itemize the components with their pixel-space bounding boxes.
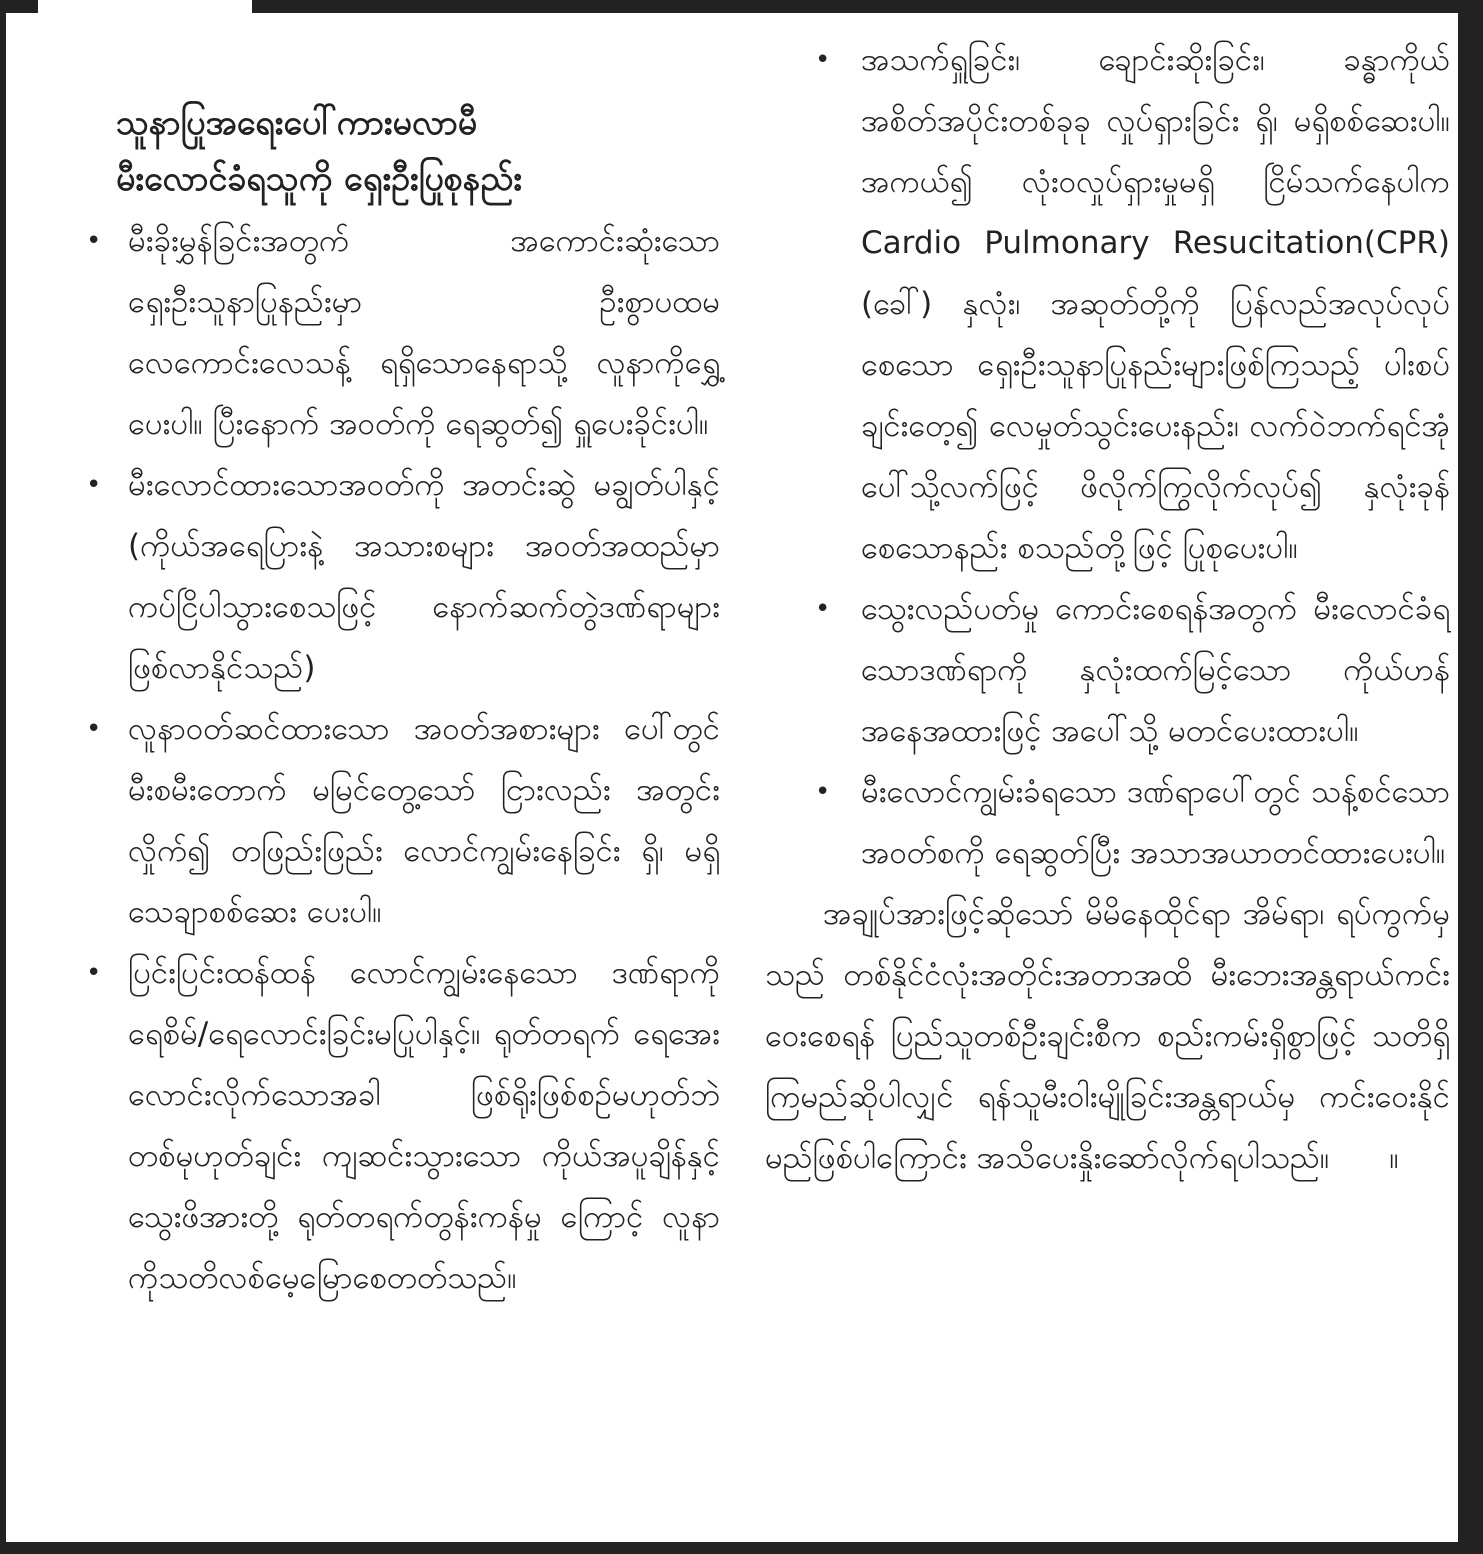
list-item-text: သွေးလည်ပတ်မှု ကောင်းစေရန်အတွက် မီးလောင်ခံရသောဒဏ်ရာကို နှလုံးထက်မြင့်သော ကိုယ်ဟန်အနေအထားဖြင့် အပေါ်သို့ မတင်ပေးထားပါ။	[861, 591, 1450, 749]
frame-bottom-rule	[0, 1542, 1483, 1554]
list-item	[765, 762, 1450, 884]
list-item	[80, 211, 720, 455]
frame-left-rule	[0, 0, 6, 1554]
bullet-icon: •	[86, 958, 102, 988]
summary-paragraph	[765, 884, 1450, 1189]
bullet-icon: •	[815, 594, 831, 624]
frame-top-bar-right	[252, 0, 1483, 13]
list-item-text: မီးလောင်ထားသောအဝတ်ကို အတင်းဆွဲ မချွတ်ပါနှင့် (ကိုယ်အရေပြားနဲ့ အသားစများ အဝတ်အထည်မှာ ကပ်ငြိပါသွားစေသဖြင့် နောက်ဆက်တွဲဒဏ်ရာများဖြစ်လာနိုင်သည်)	[128, 467, 720, 686]
bullet-icon: •	[815, 777, 831, 807]
right-bullet-list	[765, 30, 1450, 884]
bullet-icon: •	[86, 714, 102, 744]
bullet-icon: •	[86, 226, 102, 256]
heading-line-1: သူနာပြုအရေးပေါ်ကားမလာမီ	[116, 103, 478, 143]
bullet-icon: •	[86, 470, 102, 500]
list-item	[80, 455, 720, 699]
list-item-text: လူနာဝတ်ဆင်ထားသော အဝတ်အစားများ ပေါ်တွင် မီးစမီးတောက် မမြင်တွေ့သော် ငြားလည်း အတွင်းလှိုက်၍ တဖြည်းဖြည်း လောင်ကျွမ်းနေခြင်း ရှိ၊ မရှိ သေချာစစ်ဆေး ပေးပါ။	[128, 711, 720, 930]
right-column	[765, 30, 1450, 1189]
list-item-text: ပြင်းပြင်းထန်ထန် လောင်ကျွမ်းနေသော ဒဏ်ရာကို ရေစိမ်/ရေလောင်းခြင်းမပြုပါနှင့်။ ရုတ်တရက် ရေအေးလောင်းလိုက်သောအခါ ဖြစ်ရိုးဖြစ်စဉ်မဟုတ်ဘဲ တစ်မုဟုတ်ချင်း ကျဆင်းသွားသော ကိုယ်အပူချိန်နှင့် သွေးဖိအားတို့ ရုတ်တရက်တွန်းကန်မှု ကြောင့် လူနာကိုသတိလစ်မေ့မြောစေတတ်သည်။	[128, 955, 720, 1296]
list-item	[80, 699, 720, 943]
list-item-text: မီးခိုးမွှန်ခြင်းအတွက် အကောင်းဆုံးသော ရှေးဦးသူနာပြုနည်းမှာ ဦးစွာပထမ လေကောင်းလေသန့် ရရှိသောနေရာသို့ လူနာကိုရွှေ့ပေးပါ။ ပြီးနောက် အဝတ်ကို ရေဆွတ်၍ ရှူပေးခိုင်းပါ။	[128, 223, 720, 442]
list-item	[80, 943, 720, 1309]
list-item-text: အသက်ရှူခြင်း၊ ချောင်းဆိုးခြင်း၊ ခန္ဓာကိုယ်အစိတ်အပိုင်းတစ်ခုခု လှုပ်ရှားခြင်း ရှိ၊ မရှိစစ်ဆေးပါ။ အကယ်၍ လုံးဝလှုပ်ရှားမှုမရှိ ငြိမ်သက်နေပါက Cardio Pulmonary Resucitation(CPR) (ခေါ်) နှလုံး၊ အဆုတ်တို့ကို ပြန်လည်အလုပ်လုပ်စေသော ရှေးဦးသူနာပြုနည်းများဖြစ်ကြသည့် ပါးစပ်ချင်းတေ့၍ လေမှုတ်သွင်းပေးနည်း၊ လက်ဝဲဘက်ရင်အုံပေါ်သို့လက်ဖြင့် ဖိလိုက်ကြွလိုက်လုပ်၍ နှလုံးခုန်စေသောနည်း စသည်တို့ဖြင့် ပြုစုပေးပါ။	[861, 42, 1450, 566]
list-item	[765, 579, 1450, 762]
summary-text: အချုပ်အားဖြင့်ဆိုသော် မိမိနေထိုင်ရာ အိမ်ရာ၊ ရပ်ကွက်မှသည် တစ်နိုင်ငံလုံးအတိုင်းအတာအထိ မီးဘေးအန္တရာယ်ကင်းဝေးစေရန် ပြည်သူတစ်ဦးချင်းစီက စည်းကမ်းရှိစွာဖြင့် သတိရှိကြမည်ဆိုပါလျှင် ရန်သူမီးဝါးမျိုခြင်းအန္တရာယ်မှ ကင်းဝေးနိုင်မည်ဖြစ်ပါကြောင်း အသိပေးနှိုးဆော်လိုက်ရပါသည်။	[765, 896, 1450, 1176]
list-item	[765, 30, 1450, 579]
section-heading	[80, 95, 720, 207]
left-bullet-list	[80, 211, 720, 1309]
end-mark: ။	[1389, 1140, 1399, 1176]
frame-right-rule	[1458, 0, 1483, 1554]
left-column	[80, 95, 720, 1309]
bullet-icon: •	[815, 45, 831, 75]
heading-line-2: မီးလောင်ခံရသူကို ရှေးဦးပြုစုနည်း	[116, 159, 522, 199]
list-item-text: မီးလောင်ကျွမ်းခံရသော ဒဏ်ရာပေါ်တွင် သန့်စင်သောအဝတ်စကို ရေဆွတ်ပြီး အသာအယာတင်ထားပေးပါ။	[861, 774, 1450, 871]
